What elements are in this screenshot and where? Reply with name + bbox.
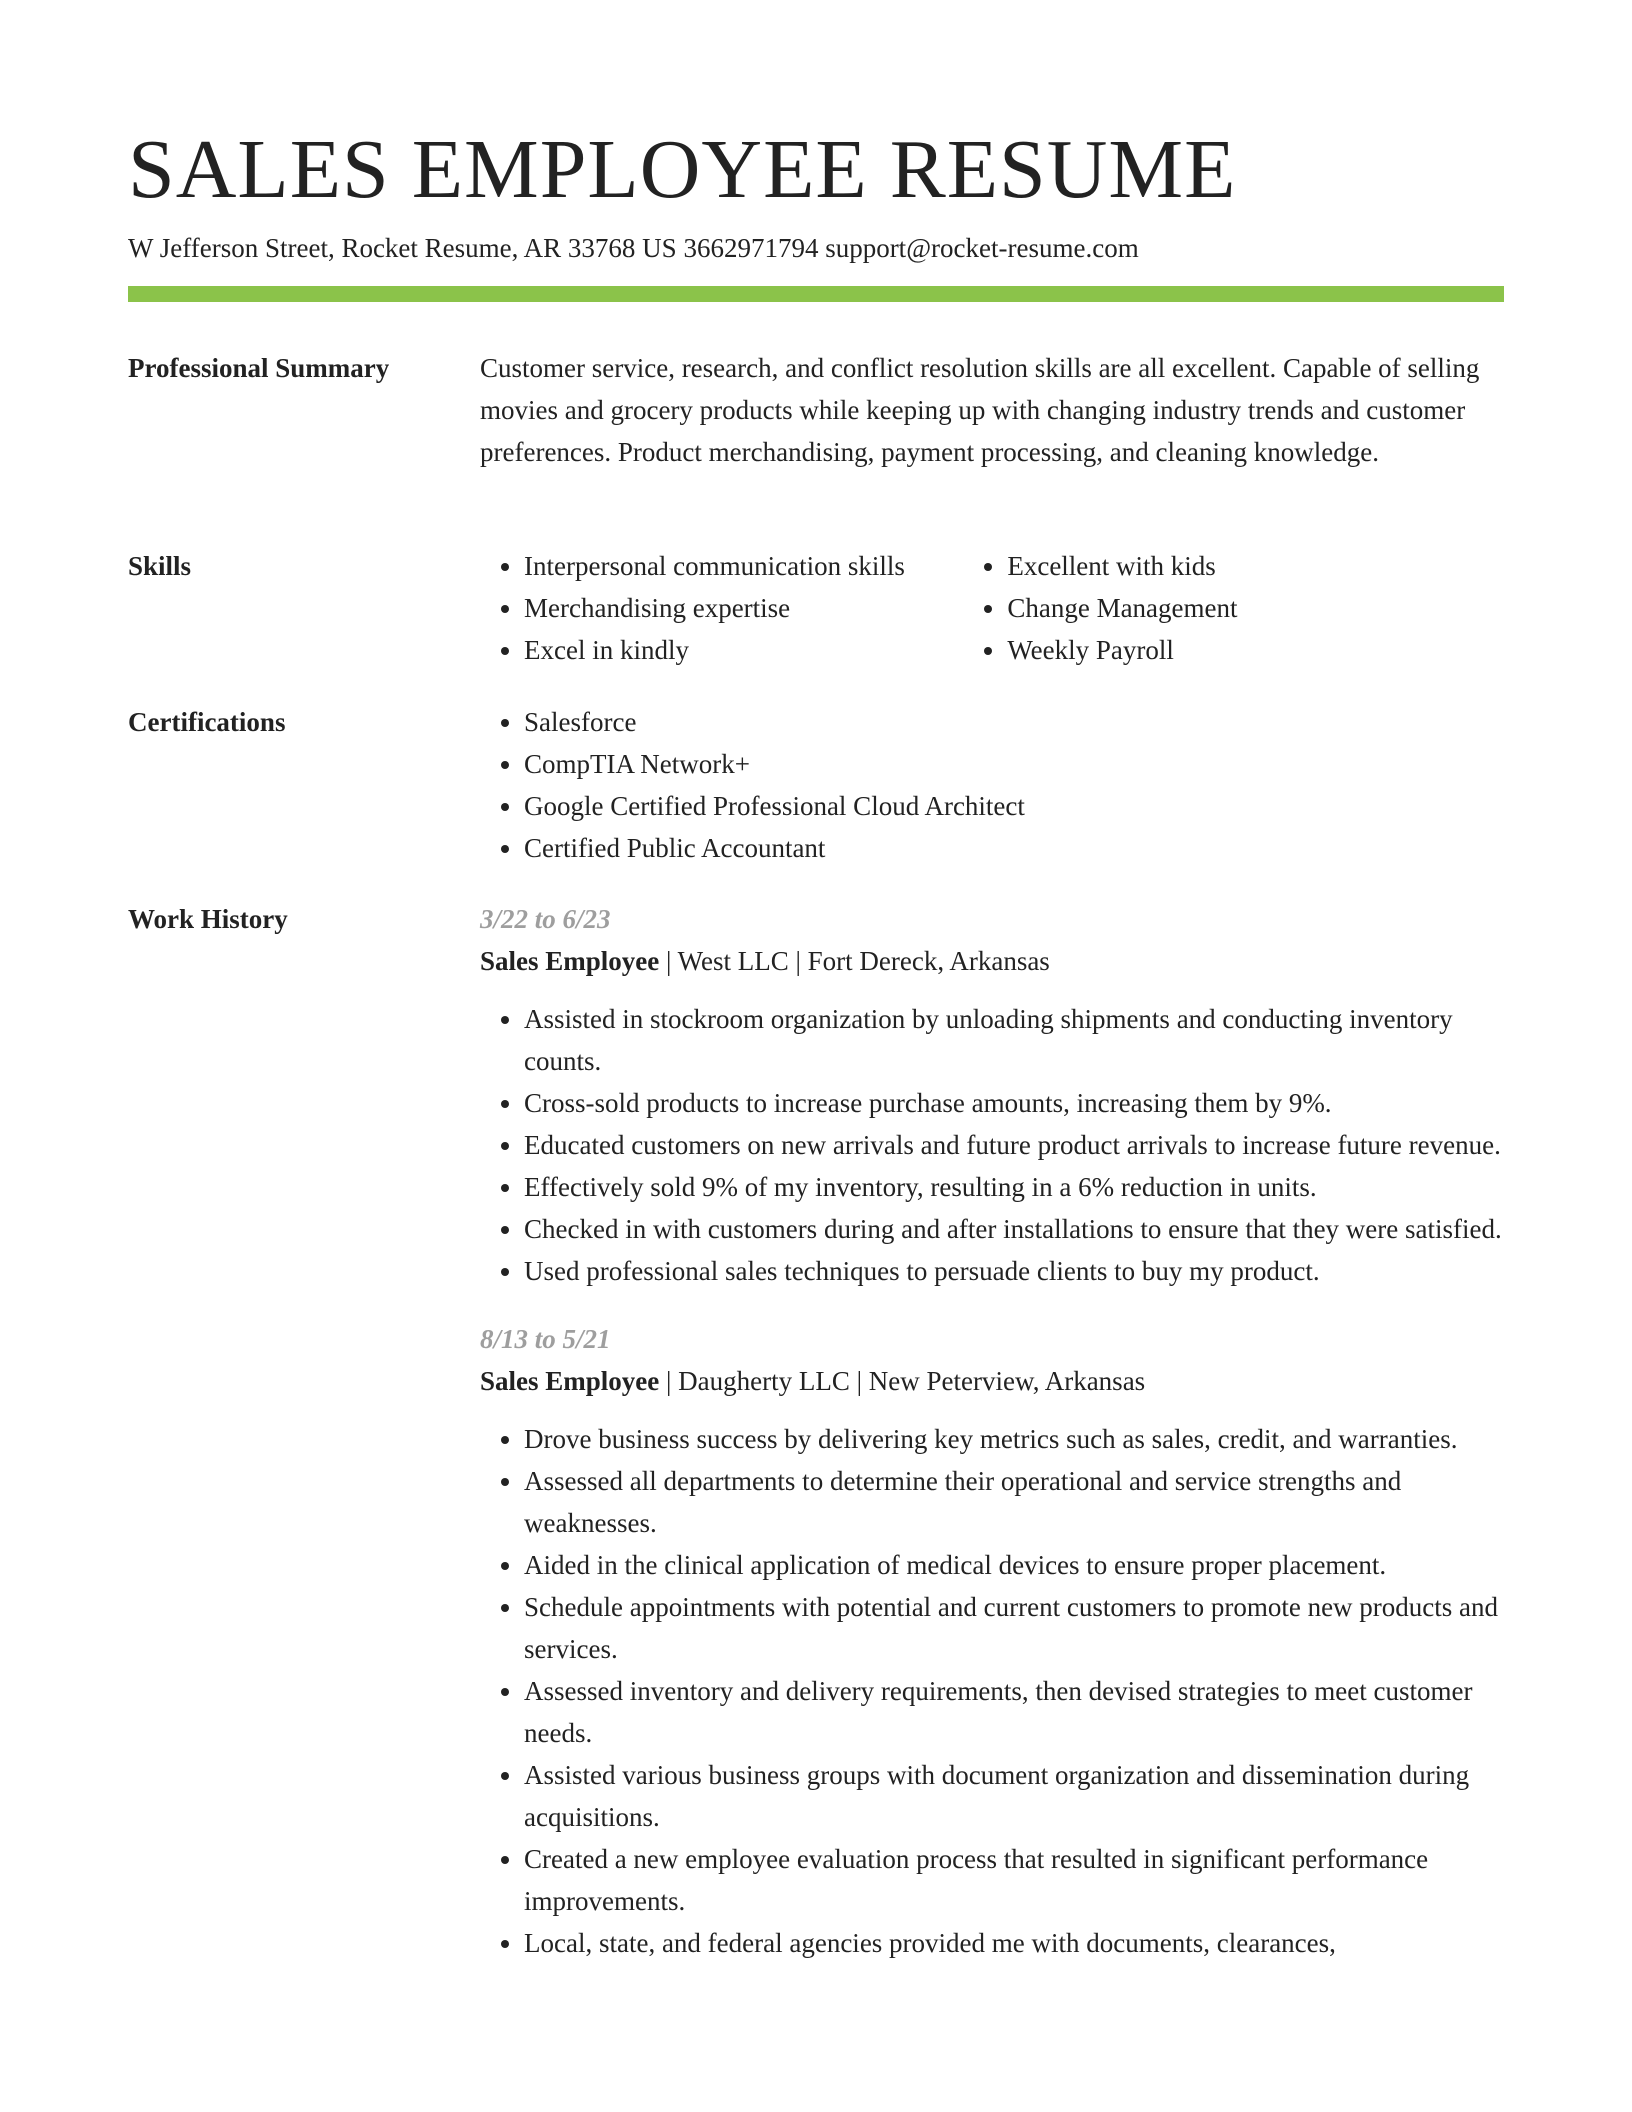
skill-item: • Weekly Payroll: [1007, 629, 1504, 671]
job-bullet: • Created a new employee evaluation process that resulted in significant performance improvements.: [524, 1838, 1504, 1922]
job-entry: [480, 1318, 1504, 1964]
skill-item: • Merchandising expertise: [524, 587, 963, 629]
job-bullet: • Educated customers on new arrivals and future product arrivals to increase future revenue.: [524, 1124, 1504, 1166]
job-company-location: | Daugherty LLC | New Peterview, Arkansas: [666, 1366, 1146, 1396]
job-bullet: • Drove business success by delivering key metrics such as sales, credit, and warranties.: [524, 1418, 1504, 1460]
certification-item: • Google Certified Professional Cloud Architect: [524, 785, 1504, 827]
skills-label: Skills: [128, 551, 192, 581]
job-entry: [480, 898, 1504, 1292]
resume-title: SALES EMPLOYEE RESUME: [128, 123, 1237, 216]
skill-item: • Excel in kindly: [524, 629, 963, 671]
job-bullets: [480, 998, 1504, 1292]
certifications-list: [480, 701, 1504, 869]
skill-item: • Excellent with kids: [1007, 545, 1504, 587]
summary-text: Customer service, research, and conflict resolution skills are all excellent. Capable of selling movies and grocery products while keeping up with changing industry trends and customer preferences. Product merchandising, payment processing, and cleaning knowledge.: [480, 353, 1480, 467]
work-history-body: [480, 898, 1504, 1964]
certification-item: • CompTIA Network+: [524, 743, 1504, 785]
job-bullet: • Used professional sales techniques to persuade clients to buy my product.: [524, 1250, 1504, 1292]
contact-line: W Jefferson Street, Rocket Resume, AR 33768 US 3662971794 support@rocket-resume.com: [128, 233, 1139, 263]
skills-list-left: [480, 545, 963, 671]
job-bullet: • Checked in with customers during and after installations to ensure that they were satisfied.: [524, 1208, 1504, 1250]
job-heading: [480, 940, 1504, 982]
skills-list-right: [963, 545, 1504, 671]
job-title: Sales Employee: [480, 946, 660, 976]
job-bullet: • Assisted various business groups with document organization and dissemination during acquisitions.: [524, 1754, 1504, 1838]
job-bullet: • Schedule appointments with potential and current customers to promote new products and services.: [524, 1586, 1504, 1670]
certification-item: • Certified Public Accountant: [524, 827, 1504, 869]
certifications-body: [480, 701, 1504, 869]
work-history-label: Work History: [128, 904, 288, 934]
skill-item: • Interpersonal communication skills: [524, 545, 963, 587]
summary-label: Professional Summary: [128, 353, 390, 383]
certification-item: • Salesforce: [524, 701, 1504, 743]
job-bullet: • Assisted in stockroom organization by unloading shipments and conducting inventory counts.: [524, 998, 1504, 1082]
job-company-location: | West LLC | Fort Dereck, Arkansas: [666, 946, 1050, 976]
header-divider: [128, 286, 1504, 302]
job-dates: 3/22 to 6/23: [480, 904, 611, 934]
job-bullet: • Cross-sold products to increase purchase amounts, increasing them by 9%.: [524, 1082, 1504, 1124]
job-bullet: • Effectively sold 9% of my inventory, resulting in a 6% reduction in units.: [524, 1166, 1504, 1208]
skills-body: [480, 545, 1504, 671]
certifications-label: Certifications: [128, 707, 286, 737]
summary-body: [480, 347, 1504, 473]
job-dates: 8/13 to 5/21: [480, 1324, 611, 1354]
job-bullet: • Assessed inventory and delivery requirements, then devised strategies to meet customer needs.: [524, 1670, 1504, 1754]
job-bullet: • Assessed all departments to determine their operational and service strengths and weaknesses.: [524, 1460, 1504, 1544]
job-bullets: [480, 1418, 1504, 1964]
job-title: Sales Employee: [480, 1366, 660, 1396]
job-bullet: • Aided in the clinical application of medical devices to ensure proper placement.: [524, 1544, 1504, 1586]
skill-item: • Change Management: [1007, 587, 1504, 629]
job-heading: [480, 1360, 1504, 1402]
job-bullet: • Local, state, and federal agencies provided me with documents, clearances,: [524, 1922, 1504, 1964]
